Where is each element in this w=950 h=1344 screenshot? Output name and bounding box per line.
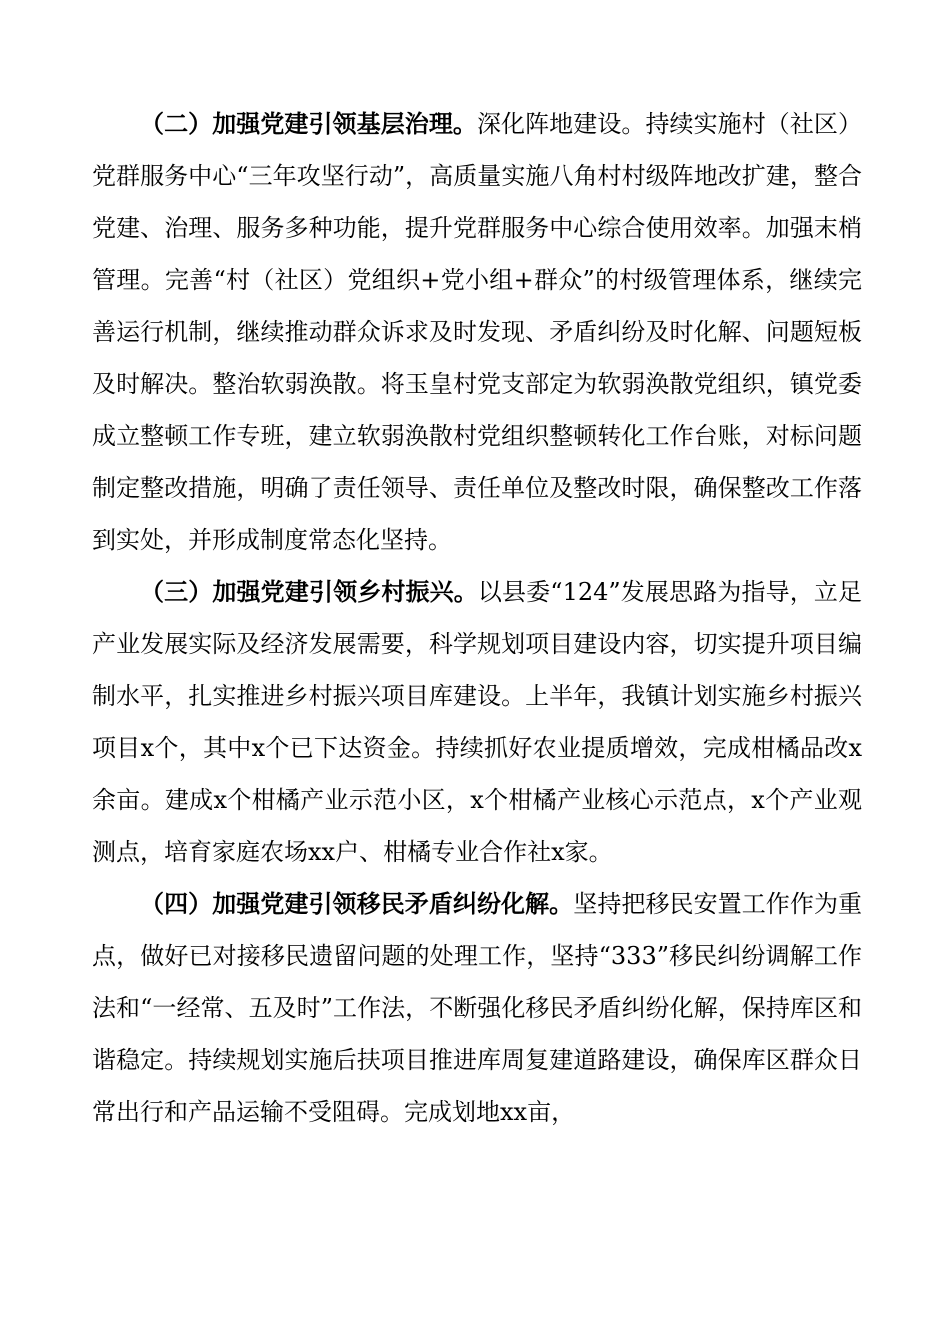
paragraph-heading: （二）加强党建引领基层治理。: [140, 110, 477, 138]
paragraph-text: 以县委“124”发展思路为指导，立足产业发展实际及经济发展需要，科学规划项目建设内容，切实提升项目编制水平，扎实推进乡村振兴项目库建设。上半年，我镇计划实施乡村振兴项目x个，其中x个已下达资金。持续抓好农业提质增效，完成柑橘品改x余亩。建成x个柑橘产业示范小区，x个柑橘产业核心示范点，x个产业观测点，培育家庭农场xx户、柑橘专业合作社x家。: [92, 578, 862, 866]
paragraph-migrant-dispute-resolution: [92, 878, 862, 1138]
paragraph-rural-revitalization: [92, 566, 862, 878]
paragraph-heading: （四）加强党建引领移民矛盾纠纷化解。: [140, 890, 574, 918]
paragraph-heading: （三）加强党建引领乡村振兴。: [140, 578, 478, 606]
paragraph-text: 坚持把移民安置工作作为重点，做好已对接移民遗留问题的处理工作，坚持“333”移民纠纷调解工作法和“一经常、五及时”工作法，不断强化移民矛盾纠纷化解，保持库区和谐稳定。持续规划实施后扶项目推进库周复建道路建设，确保库区群众日常出行和产品运输不受阻碍。完成划地xx亩，: [92, 890, 863, 1126]
paragraph-grassroots-governance: [92, 98, 862, 566]
paragraph-text: 深化阵地建设。持续实施村（社区）党群服务中心“三年攻坚行动”，高质量实施八角村村级阵地改扩建，整合党建、治理、服务多种功能，提升党群服务中心综合使用效率。加强末梢管理。完善“村（社区）党组织+党小组+群众”的村级管理体系，继续完善运行机制，继续推动群众诉求及时发现、矛盾纠纷及时化解、问题短板及时解决。整治软弱涣散。将玉皇村党支部定为软弱涣散党组织，镇党委成立整顿工作专班，建立软弱涣散村党组织整顿转化工作台账，对标问题制定整改措施，明确了责任领导、责任单位及整改时限，确保整改工作落到实处，并形成制度常态化坚持。: [92, 110, 863, 554]
document-body: [92, 98, 862, 1138]
